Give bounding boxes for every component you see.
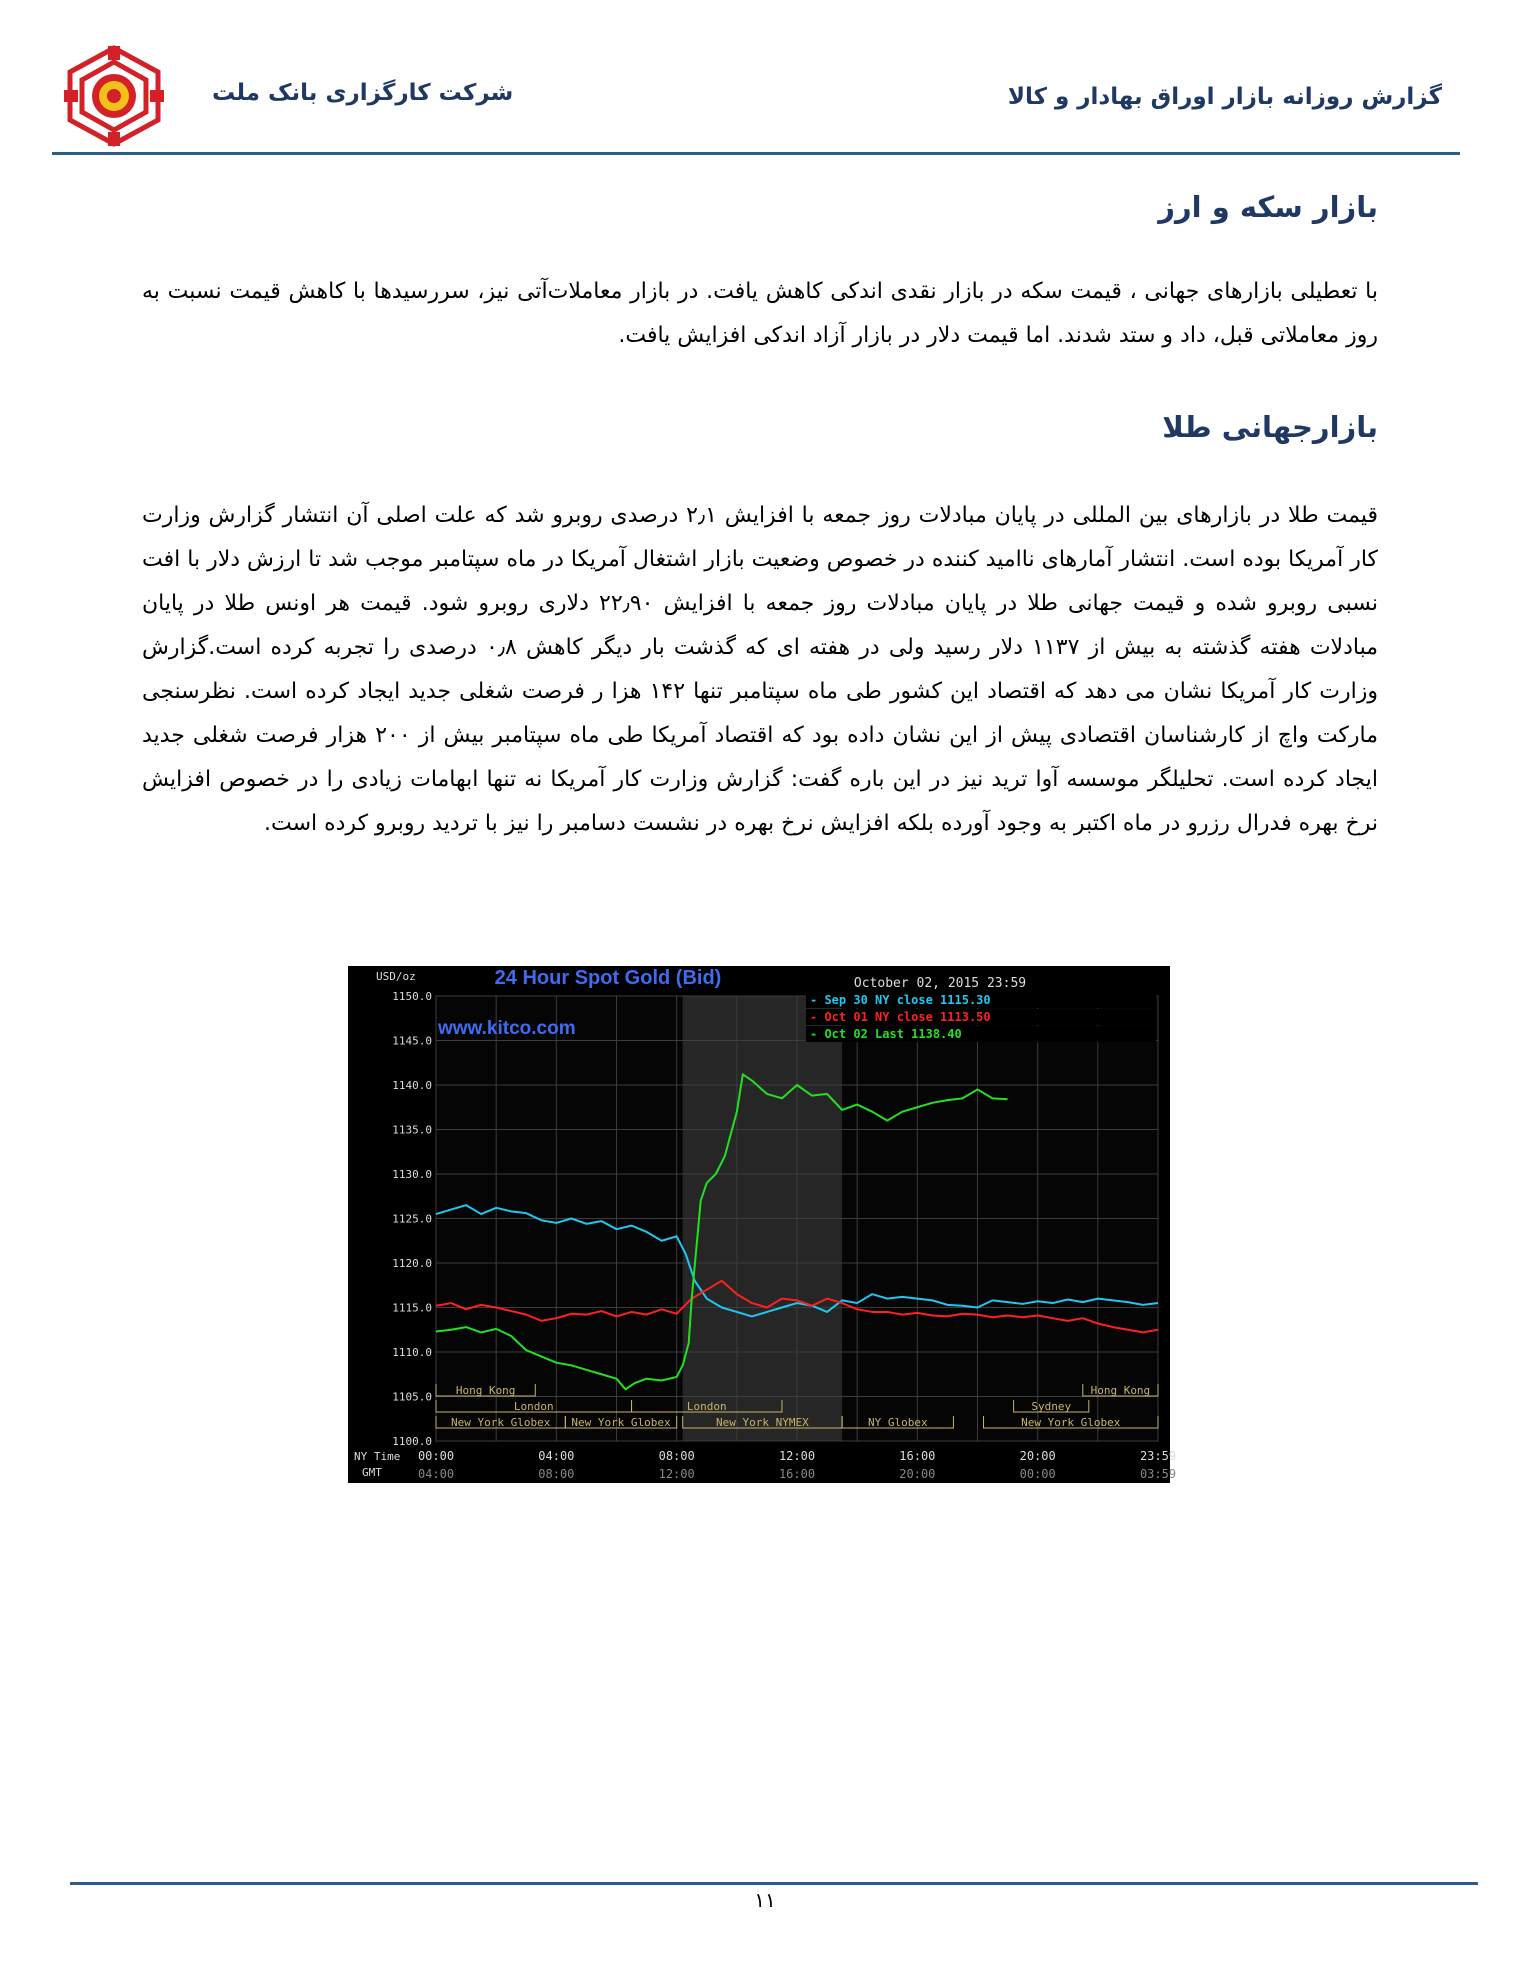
footer-divider xyxy=(70,1882,1478,1885)
x-tick-label-ny: 23:59 xyxy=(1139,1449,1177,1463)
x-axis-row-label-gmt: GMT xyxy=(362,1466,382,1479)
y-tick-label: 1120.0 xyxy=(392,1257,432,1270)
y-tick-label: 1110.0 xyxy=(392,1346,432,1359)
section-heading-coin-currency: بازار سکه و ارز xyxy=(1158,190,1378,224)
x-tick-label-ny: 16:00 xyxy=(899,1449,936,1463)
x-tick-label-gmt: 00:00 xyxy=(1019,1467,1056,1481)
page-header xyxy=(0,0,1530,160)
session-label: Sydney xyxy=(1031,1400,1072,1413)
x-tick-label-ny: 00:00 xyxy=(417,1449,455,1463)
session-label: NY Globex xyxy=(867,1416,928,1429)
legend-entry: - Sep 30 NY close 1115.30 xyxy=(810,993,991,1007)
report-title: گزارش روزانه بازار اوراق بهادار و کالا xyxy=(1007,84,1442,110)
paragraph-global-gold: قیمت طلا در بازارهای بین المللی در پایان مبادلات روز جمعه با افزایش ۲٫۱ درصدی روبرو شد که علت اصلی آن انتشار گزارش وزارت کار آمریکا بوده است. انتشار آمارهای ناامید کننده در خصوص وضعیت بازار اشتغال آمریکا در ماه سپتامبر موجب شد تا ارزش دلار با افت نسبی روبرو شده و قیمت جهانی طلا در پایان مبادلات روز جمعه با افزایش ۲۲٫۹۰ دلاری روبرو شود. قیمت هر اونس طلا در پایان مبادلات هفته گذشته به بیش از ۱۱۳۷ دلار رسید ولی در هفته ای که گذشت بار دیگر کاهش ۰٫۸ درصدی را تجربه کرده است.گزارش وزارت کار آمریکا نشان می دهد که اقتصاد این کشور طی ماه سپتامبر تنها ۱۴۲ هزا ر فرصت شغلی جدید ایجاد کرده است. نظرسنجی مارکت واچ از کارشناسان اقتصادی پیش از این نشان داده بود که اقتصاد آمریکا طی ماه سپتامبر بیش از ۲۰۰ هزار فرصت شغلی جدید ایجاد کرده است. تحلیلگر موسسه آوا ترید نیز در این باره گفت: گزارش وزارت کار آمریکا نه تنها ابهامات زیادی را در خصوص افزایش نرخ بهره فدرال رزرو در ماه اکتبر به وجود آورده بلکه افزایش نرخ بهره در نشست دسامبر را نیز با تردید روبرو کرده است. xyxy=(142,503,1379,836)
chart-svg xyxy=(348,966,1177,1483)
session-label: London xyxy=(686,1400,727,1413)
section-heading-global-gold: بازارجهانی طلا xyxy=(1162,410,1378,444)
bank-mellat-logo-icon xyxy=(62,44,166,148)
x-tick-label-gmt: 04:00 xyxy=(417,1467,455,1481)
page-number: ۱۱ xyxy=(754,1888,776,1912)
x-tick-label-ny: 20:00 xyxy=(1019,1449,1056,1463)
chart-title: 24 Hour Spot Gold (Bid) xyxy=(494,967,722,989)
x-tick-label-gmt: 20:00 xyxy=(899,1467,936,1481)
x-tick-label-gmt: 12:00 xyxy=(658,1467,695,1481)
chart-date-label: October 02, 2015 23:59 xyxy=(853,976,1027,991)
y-tick-label: 1105.0 xyxy=(392,1390,432,1404)
header-divider xyxy=(52,152,1460,155)
y-tick-label: 1130.0 xyxy=(392,1168,432,1181)
session-label: London xyxy=(513,1400,554,1413)
x-tick-label-ny: 12:00 xyxy=(778,1449,816,1463)
chart-watermark: www.kitco.com xyxy=(438,1018,576,1039)
gold-price-chart xyxy=(348,966,1177,1483)
y-tick-label: 1145.0 xyxy=(392,1034,432,1048)
y-tick-label: 1115.0 xyxy=(392,1301,432,1315)
x-tick-label-gmt: 16:00 xyxy=(778,1467,816,1481)
x-tick-label-ny: 08:00 xyxy=(658,1449,695,1463)
company-name: شرکت کارگزاری بانک ملت xyxy=(212,80,514,106)
y-axis-label: USD/oz xyxy=(376,970,416,983)
x-tick-label-ny: 04:00 xyxy=(538,1449,575,1463)
session-label: Hong Kong xyxy=(1090,1384,1151,1397)
session-label: New York Globex xyxy=(1021,1416,1121,1429)
legend-entry: - Oct 01 NY close 1113.50 xyxy=(810,1010,991,1024)
x-axis-row-label-ny: NY Time xyxy=(354,1450,401,1463)
y-tick-label: 1125.0 xyxy=(392,1212,432,1226)
session-label: Hong Kong xyxy=(455,1384,516,1397)
y-tick-label: 1100.0 xyxy=(392,1435,432,1448)
x-tick-label-gmt: 08:00 xyxy=(538,1467,575,1481)
x-tick-label-gmt: 03:59 xyxy=(1139,1467,1177,1481)
paragraph-coin-currency: با تعطیلی بازارهای جهانی ، قیمت سکه در بازار نقدی اندکی کاهش یافت. در بازار معاملات‌آتی نیز، سررسیدها با کاهش قیمت نسبت به روز معاملاتی قبل، داد و ستد شدند. اما قیمت دلار در بازار آزاد اندکی افزایش یافت. xyxy=(142,279,1378,348)
y-tick-label: 1140.0 xyxy=(392,1079,432,1092)
y-tick-label: 1150.0 xyxy=(392,990,432,1003)
session-label: New York Globex xyxy=(571,1416,671,1429)
session-label: New York NYMEX xyxy=(716,1416,809,1429)
session-label: New York Globex xyxy=(451,1416,551,1429)
y-tick-label: 1135.0 xyxy=(392,1123,432,1137)
legend-entry: - Oct 02 Last 1138.40 xyxy=(810,1027,962,1041)
